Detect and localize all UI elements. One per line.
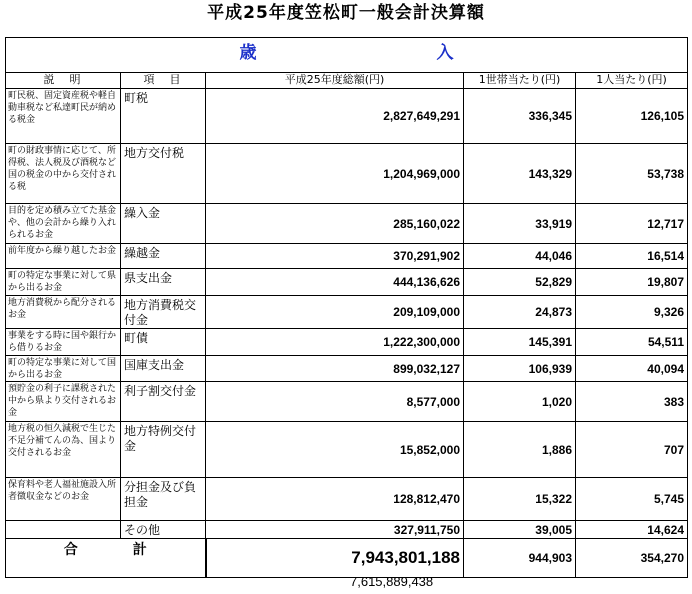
row-description	[6, 521, 121, 539]
row-per-person: 40,094	[576, 356, 688, 382]
row-description: 町の財政事情に応じて、所得税、法人税及び酒税など国の税金の中から交付される税	[6, 144, 121, 204]
row-description: 町民税、固定資産税や軽自動車税など私達町民が納める税金	[6, 89, 121, 144]
row-item: 地方消費税交付金	[121, 296, 206, 329]
row-total: 899,032,127	[206, 356, 464, 382]
row-total: 444,136,626	[206, 269, 464, 296]
header-description: 説 明	[6, 73, 121, 89]
row-per-household: 39,005	[464, 521, 576, 539]
row-description: 前年度から繰り越したお金	[6, 244, 121, 269]
page-title: 平成25年度笠松町一般会計決算額	[207, 3, 485, 23]
row-per-person: 383	[576, 382, 688, 422]
row-per-household: 106,939	[464, 356, 576, 382]
header-item: 項 目	[121, 73, 206, 89]
row-per-household: 15,322	[464, 478, 576, 521]
row-description: 目的を定め積み立てた基金や、他の会計から繰り入れられるお金	[6, 204, 121, 244]
row-per-person: 16,514	[576, 244, 688, 269]
table-row	[6, 521, 688, 539]
footer-number: 7,615,889,438	[350, 574, 434, 589]
row-per-person: 126,105	[576, 89, 688, 144]
row-per-person: 54,511	[576, 329, 688, 356]
total-label-right: 計	[132, 542, 147, 558]
total-label-left: 合	[63, 542, 78, 558]
row-per-household: 1,886	[464, 422, 576, 478]
row-description: 事業をする時に国や銀行から借りるお金	[6, 329, 121, 356]
table-row	[6, 204, 688, 244]
table-row	[6, 269, 688, 296]
row-per-person: 12,717	[576, 204, 688, 244]
row-item: 町税	[121, 89, 206, 144]
row-per-household: 24,873	[464, 296, 576, 329]
row-item: 地方交付税	[121, 144, 206, 204]
row-per-person: 707	[576, 422, 688, 478]
row-total: 128,812,470	[206, 478, 464, 521]
row-item: 県支出金	[121, 269, 206, 296]
row-per-person: 19,807	[576, 269, 688, 296]
row-total: 327,911,750	[206, 521, 464, 539]
row-per-household: 145,391	[464, 329, 576, 356]
row-description: 町の特定な事業に対して県から出るお金	[6, 269, 121, 296]
row-item: 分担金及び負担金	[121, 478, 206, 521]
row-total: 2,827,649,291	[206, 89, 464, 144]
header-per-person: 1人当たり(円)	[576, 73, 688, 89]
header-total: 平成25年度総額(円)	[206, 73, 464, 89]
row-item: その他	[121, 521, 206, 539]
row-total: 1,204,969,000	[206, 144, 464, 204]
row-total: 1,222,300,000	[206, 329, 464, 356]
table-row	[6, 422, 688, 478]
row-total: 370,291,902	[206, 244, 464, 269]
row-per-person: 9,326	[576, 296, 688, 329]
table-row	[6, 244, 688, 269]
row-per-person: 5,745	[576, 478, 688, 521]
total-per-household: 944,903	[464, 539, 576, 578]
total-row	[6, 539, 688, 578]
row-per-household: 33,919	[464, 204, 576, 244]
total-amount: 7,943,801,188	[206, 539, 464, 578]
section-label-right: 入	[436, 43, 454, 63]
total-label	[6, 539, 206, 578]
row-description: 預貯金の利子に課税された中から県より交付されるお金	[6, 382, 121, 422]
table-row	[6, 89, 688, 144]
column-header-row	[6, 73, 688, 89]
row-item: 国庫支出金	[121, 356, 206, 382]
table-row	[6, 296, 688, 329]
row-per-household: 143,329	[464, 144, 576, 204]
row-item: 地方特例交付金	[121, 422, 206, 478]
row-total: 285,160,022	[206, 204, 464, 244]
section-label-left: 歳	[239, 43, 257, 63]
header-per-household: 1世帯当たり(円)	[464, 73, 576, 89]
row-description: 地方消費税から配分されるお金	[6, 296, 121, 329]
table-row	[6, 478, 688, 521]
row-description: 保育料や老人福祉施設入所者徴収金などのお金	[6, 478, 121, 521]
budget-table	[5, 37, 688, 578]
table-row	[6, 144, 688, 204]
row-total: 15,852,000	[206, 422, 464, 478]
row-per-household: 336,345	[464, 89, 576, 144]
row-item: 繰越金	[121, 244, 206, 269]
row-item: 利子割交付金	[121, 382, 206, 422]
row-description: 地方税の恒久減税で生じた不足分補てんの為、国より交付されるお金	[6, 422, 121, 478]
row-total: 8,577,000	[206, 382, 464, 422]
table-row	[6, 382, 688, 422]
row-item: 町債	[121, 329, 206, 356]
total-per-person: 354,270	[576, 539, 688, 578]
table-row	[6, 356, 688, 382]
row-item: 繰入金	[121, 204, 206, 244]
table-row	[6, 329, 688, 356]
section-header-revenue	[6, 38, 688, 73]
row-per-person: 14,624	[576, 521, 688, 539]
row-total: 209,109,000	[206, 296, 464, 329]
row-per-household: 44,046	[464, 244, 576, 269]
row-per-household: 52,829	[464, 269, 576, 296]
row-per-person: 53,738	[576, 144, 688, 204]
row-per-household: 1,020	[464, 382, 576, 422]
row-description: 町の特定な事業に対して国から出るお金	[6, 356, 121, 382]
